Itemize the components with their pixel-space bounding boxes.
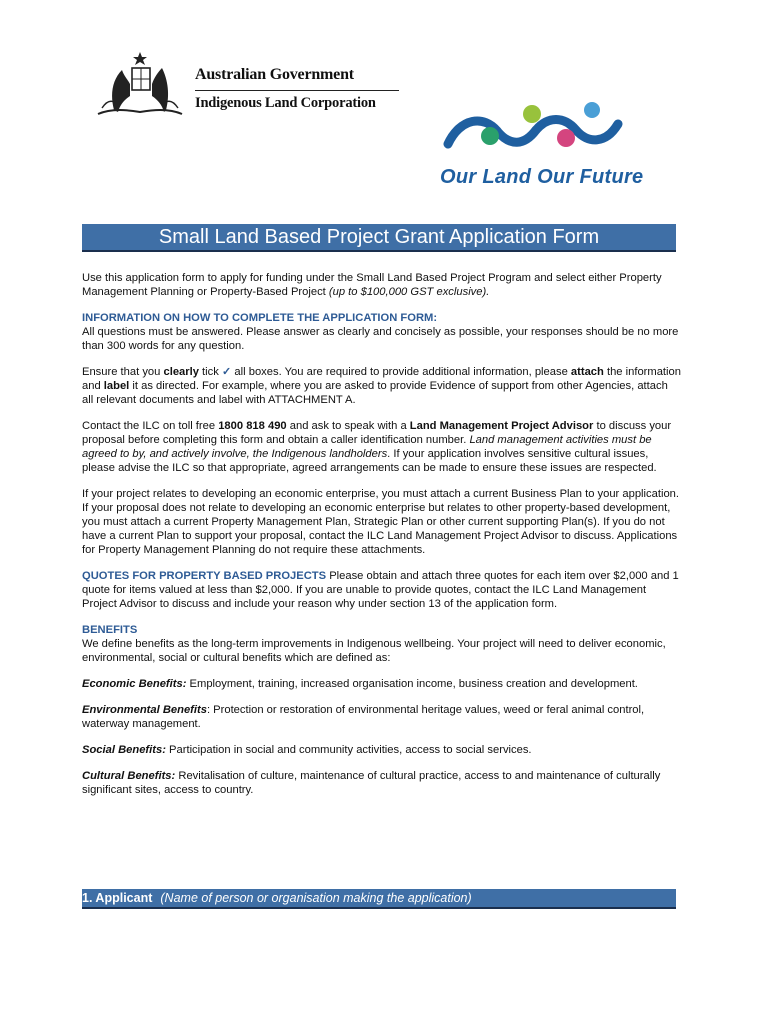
logo-tagline: Our Land Our Future	[440, 166, 644, 188]
ensure-clearly: clearly	[163, 366, 199, 378]
contact-phone: 1800 818 490	[218, 420, 287, 432]
ensure-text-5: it as directed. For example, where you are asked to provide Evidence of support from other Agencies, attach all relevant documents and label with ATTACHMENT A.	[82, 380, 668, 406]
benefits-heading: BENEFITS	[82, 624, 138, 636]
government-divider	[195, 90, 399, 91]
social-label: Social Benefits:	[82, 744, 166, 756]
government-title: Australian Government	[195, 66, 354, 83]
info-text: All questions must be answered. Please answer as clearly and concisely as possible, your responses should be no more than 300 words for any question.	[82, 326, 679, 352]
info-heading: INFORMATION ON HOW TO COMPLETE THE APPLICATION FORM:	[82, 312, 438, 324]
contact-advisor: Land Management Project Advisor	[409, 420, 594, 432]
tick-icon: ✓	[221, 366, 232, 378]
section-1-number: 1. Applicant	[82, 891, 153, 905]
section-1-note: (Name of person or organisation making the application)	[160, 891, 472, 905]
section-1-header	[82, 889, 676, 909]
coat-of-arms-icon	[92, 50, 188, 120]
contact-paragraph	[82, 419, 682, 475]
ensure-paragraph	[82, 365, 682, 407]
contact-text-4: . If your application involves sensitive cultural issues, please advise the ILC so that appropriate, agreed arrangements can be made to ensure these issues are respected.	[82, 448, 657, 474]
government-heading	[195, 66, 405, 112]
social-benefits	[82, 743, 682, 757]
form-instructions	[82, 271, 682, 809]
ensure-text-4: the information and	[82, 366, 681, 392]
cultural-label: Cultural Benefits:	[82, 770, 176, 782]
contact-text-3: to discuss your proposal before completing this form and obtain a caller identification number.	[82, 420, 672, 446]
enterprise-paragraph: If your project relates to developing an economic enterprise, you must attach a current Business Plan to your application. If your proposal does not relate to developing an economic enterprise but relates to other property-based development, you must attach a current Property Management Plan, Strategic Plan or other current supporting Plan(s). If you do not have a current Plan to support your proposal, contact the ILC Land Management Project Advisor to discuss. Applications for Property Management Planning do not require these attachments.	[82, 488, 679, 556]
economic-benefits	[82, 677, 682, 691]
environmental-benefits	[82, 703, 682, 731]
form-title: Small Land Based Project Grant Application Form	[82, 224, 676, 252]
ensure-label: label	[103, 380, 130, 392]
contact-text-2: and ask to speak with a	[286, 420, 410, 432]
info-paragraph	[82, 311, 682, 353]
quotes-paragraph	[82, 569, 682, 611]
contact-text-1: Contact the ILC on toll free	[82, 420, 219, 432]
ensure-attach: attach	[570, 366, 604, 378]
intro-funding-note: (up to $100,000 GST exclusive).	[328, 286, 490, 298]
environmental-text: : Protection or restoration of environmental heritage values, weed or feral animal control, waterway management.	[82, 704, 645, 730]
quotes-text: Please obtain and attach three quotes for each item over $2,000 and 1 quote for items valued at less than $2,000. If you are unable to provide quotes, contact the ILC Land Management Project Advisor to discuss and include your reason why under section 13 of the application form.	[82, 570, 679, 610]
cultural-text: Revitalisation of culture, maintenance of cultural practice, access to and maintenance of culturally significant sites, access to country.	[82, 770, 661, 796]
quotes-heading: QUOTES FOR PROPERTY BASED PROJECTS	[82, 570, 327, 582]
social-text: Participation in social and community activities, access to social services.	[165, 744, 532, 756]
benefits-paragraph	[82, 623, 682, 665]
economic-text: Employment, training, increased organisation income, business creation and development.	[186, 678, 638, 690]
cultural-benefits	[82, 769, 682, 797]
contact-italic: Land management activities must be agreed to by, and actively involve, the Indigenous landholders	[82, 434, 652, 460]
intro-text: Use this application form to apply for funding under the Small Land Based Project Program and select either Property Management Planning or Property-Based Project	[82, 272, 662, 298]
environmental-label: Environmental Benefits	[82, 704, 207, 716]
ensure-text-2: tick	[198, 366, 222, 378]
benefits-text: We define benefits as the long-term improvements in Indigenous wellbeing. Your project will need to deliver economic, environmental, social or cultural benefits which are defined as:	[82, 638, 666, 664]
intro-paragraph	[82, 271, 682, 299]
ensure-text-3: all boxes. You are required to provide additional information, please	[231, 366, 571, 378]
agency-name: Indigenous Land Corporation	[195, 95, 376, 111]
ensure-text-1: Ensure that you	[82, 366, 164, 378]
economic-label: Economic Benefits:	[82, 678, 187, 690]
